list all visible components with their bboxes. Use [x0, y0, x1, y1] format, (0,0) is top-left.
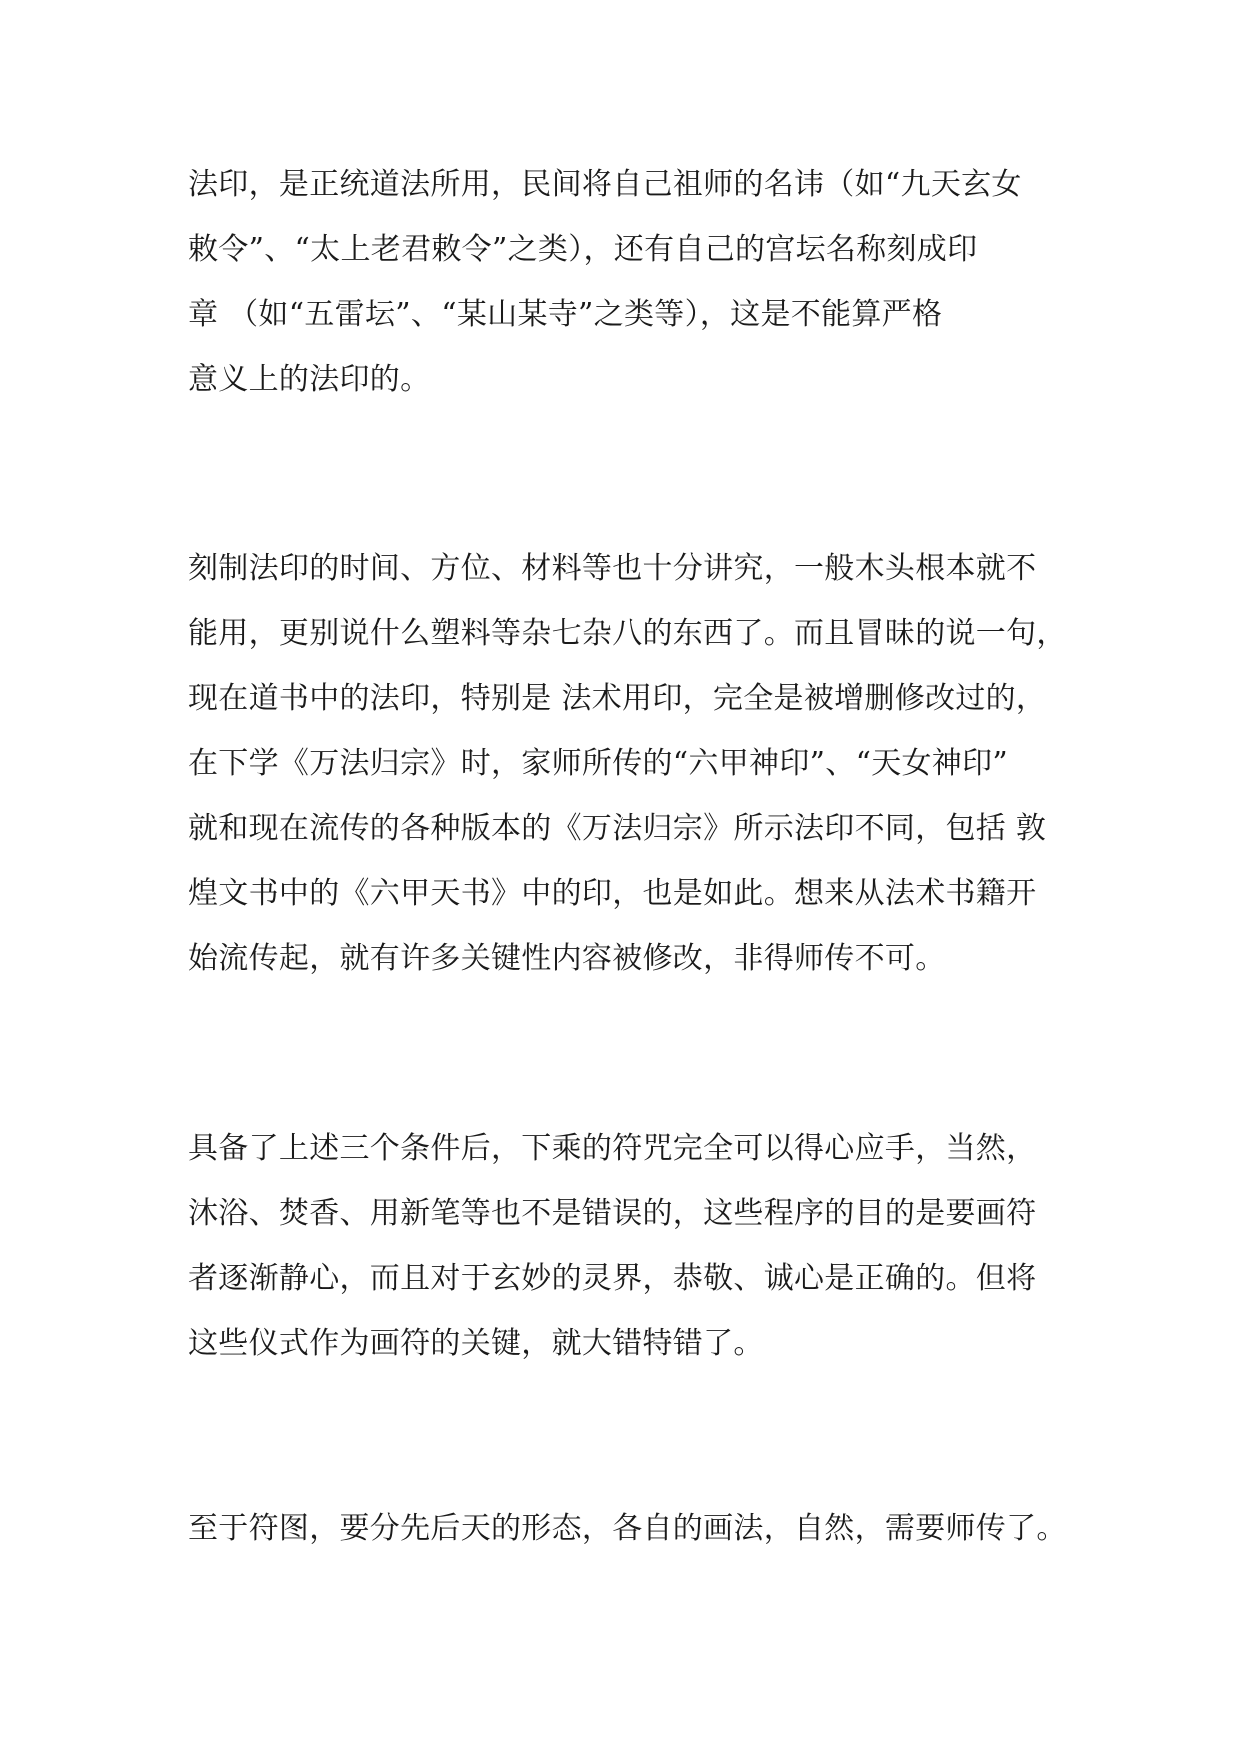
text-line: 至于符图，要分先后天的形态，各自的画法，自然，需要师传了。 — [188, 1511, 1067, 1546]
text-line: 煌文书中的《六甲天书》中的印，也是如此。想来从法术书籍开 — [188, 876, 1037, 911]
text-line: 能用，更别说什么塑料等杂七杂八的东西了。而且冒昧的说一句， — [188, 616, 1067, 651]
text-line: 刻制法印的时间、方位、材料等也十分讲究，一般木头根本就不 — [188, 551, 1037, 586]
text-line: 敕令”、“太上老君敕令”之类），还有自己的宫坛名称刻成印 — [188, 232, 978, 267]
paragraph-talisman-diagrams — [188, 1496, 1067, 1561]
paragraph-three-conditions — [188, 1116, 1052, 1376]
text-line: 意义上的法印的。 — [188, 362, 431, 397]
text-line: 始流传起，就有许多关键性内容被修改，非得师传不可。 — [188, 941, 946, 976]
text-line: 在下学《万法归宗》时，家师所传的“六甲神印”、“天女神印” — [188, 746, 1009, 781]
text-line: 沐浴、焚香、用新笔等也不是错误的，这些程序的目的是要画符 — [188, 1196, 1037, 1231]
text-line: 者逐渐静心，而且对于玄妙的灵界，恭敬、诚心是正确的。但将 — [188, 1261, 1037, 1296]
text-line: 法印，是正统道法所用，民间将自己祖师的名讳（如“九天玄女 — [188, 167, 1022, 202]
text-line: 就和现在流传的各种版本的《万法归宗》所示法印不同，包括 敦 — [188, 811, 1047, 846]
text-line: 这些仪式作为画符的关键，就大错特错了。 — [188, 1326, 764, 1361]
paragraph-seal-carving — [188, 536, 1067, 991]
paragraph-law-seal — [188, 152, 1052, 412]
text-line: 现在道书中的法印，特别是 法术用印，完全是被增删修改过的， — [188, 681, 1047, 716]
text-line: 具备了上述三个条件后，下乘的符咒完全可以得心应手，当然， — [188, 1131, 1037, 1166]
text-line: 章 （如“五雷坛”、“某山某寺”之类等），这是不能算严格 — [188, 297, 943, 332]
